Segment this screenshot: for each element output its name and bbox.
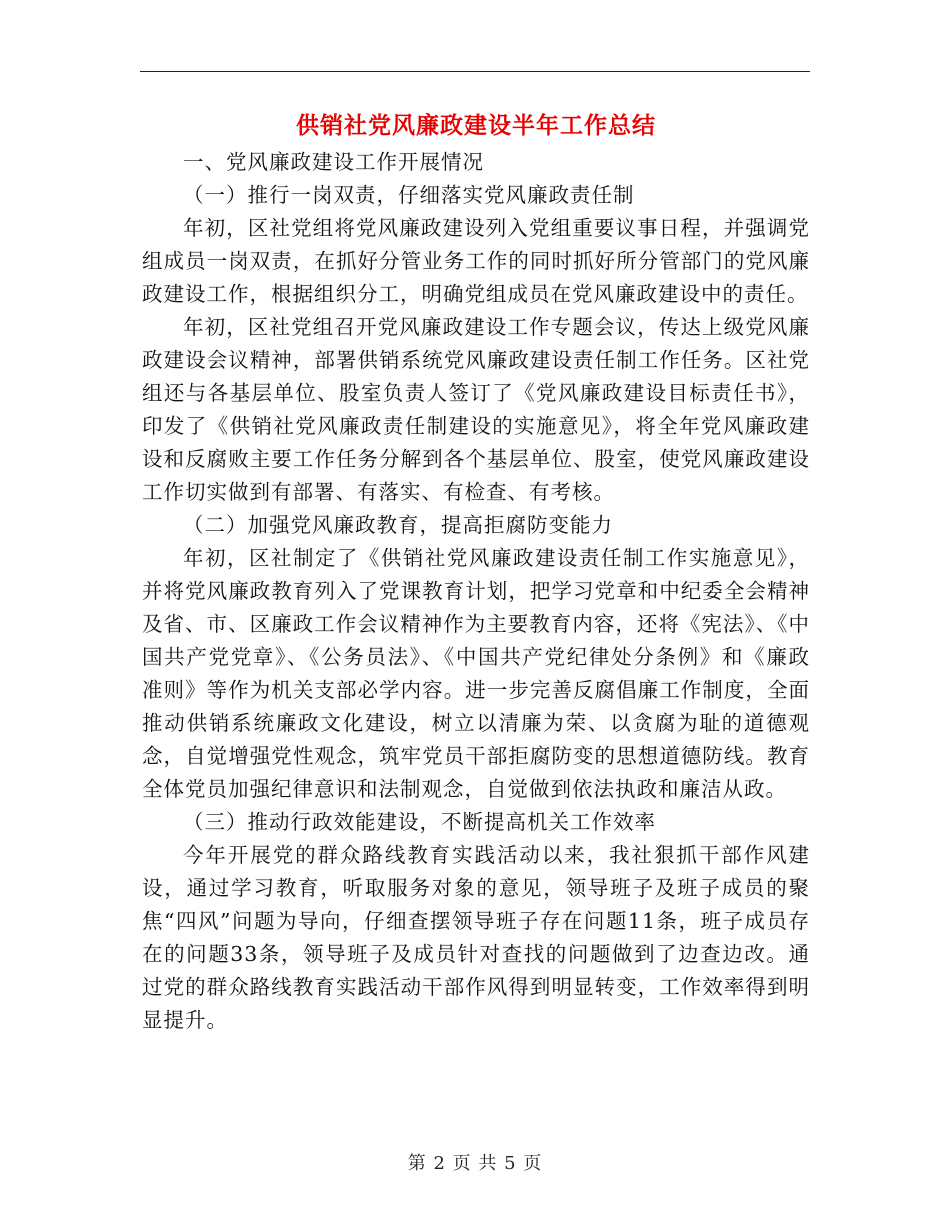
document-title: 供销社党风廉政建设半年工作总结 bbox=[296, 112, 656, 139]
paragraph-2: 年初，区社党组召开党风廉政建设工作专题会议，传达上级党风廉政建设会议精神，部署供销系统党风廉政建设责任制工作任务。区社党组还与各基层单位、股室负责人签订了《党风廉政建设目标责任书》，印发了《供销社党风廉政责任制建设的实施意见》，将全年党风廉政建设和反腐败主要工作任务分解到各个基层单位、股室，使党风廉政建设工作切实做到有部署、有落实、有检查、有考核。 bbox=[142, 315, 810, 504]
subsection-heading-1: （一）推行一岗双责，仔细落实党风廉政责任制 bbox=[183, 183, 635, 207]
paragraph-4: 今年开展党的群众路线教育实践活动以来，我社狠抓干部作风建设，通过学习教育，听取服务对象的意见，领导班子及班子成员的聚焦“四风”问题为导向，仔细查摆领导班子存在问题11条，班子成员存在的问题33条，领导班子及成员针对查找的问题做到了边查边改。通过党的群众路线教育实践活动干部作风得到明显转变，工作效率得到明显提升。 bbox=[142, 843, 810, 1032]
header-rule bbox=[140, 71, 810, 72]
page-number: 第 2 页 共 5 页 bbox=[407, 1153, 543, 1174]
paragraph-3: 年初，区社制定了《供销社党风廉政建设责任制工作实施意见》，并将党风廉政教育列入了党课教育计划，把学习党章和中纪委全会精神及省、市、区廉政工作会议精神作为主要教育内容，还将《宪法》、《中国共产党党章》、《公务员法》、《中国共产党纪律处分条例》和《廉政准则》等作为机关支部必学内容。进一步完善反腐倡廉工作制度，全面推动供销系统廉政文化建设，树立以清廉为荣、以贪腐为耻的道德观念，自觉增强党性观念，筑牢党员干部拒腐防变的思想道德防线。教育全体党员加强纪律意识和法制观念，自觉做到依法执政和廉洁从政。 bbox=[142, 546, 810, 801]
paragraph-1: 年初，区社党组将党风廉政建设列入党组重要议事日程，并强调党组成员一岗双责，在抓好分管业务工作的同时抓好所分管部门的党风廉政建设工作，根据组织分工，明确党组成员在党风廉政建设中的责任。 bbox=[142, 216, 810, 306]
subsection-heading-3: （三）推动行政效能建设，不断提高机关工作效率 bbox=[183, 810, 656, 834]
document-body bbox=[142, 108, 810, 1037]
section-heading-1: 一、党风廉政建设工作开展情况 bbox=[183, 150, 484, 174]
subsection-heading-2: （二）加强党风廉政教育，提高拒腐防变能力 bbox=[183, 513, 613, 537]
